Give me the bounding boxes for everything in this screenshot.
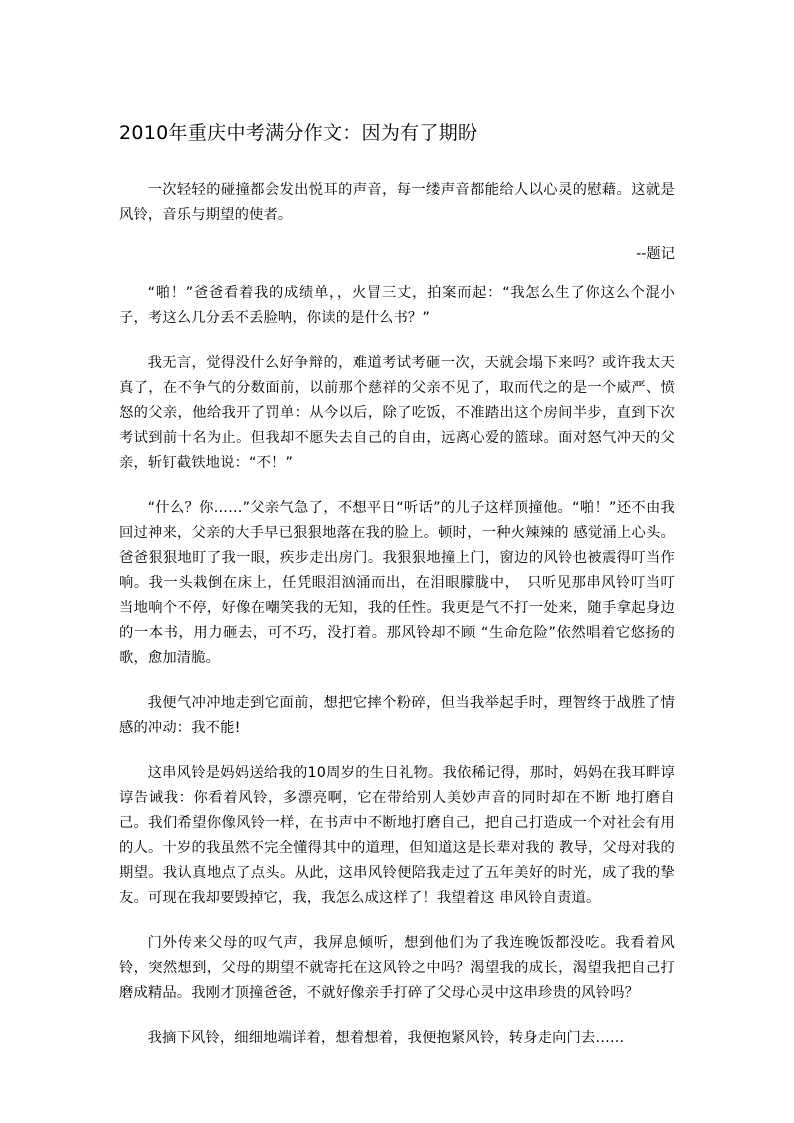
paragraph: 门外传来父母的叹气声，我屏息倾听，想到他们为了我连晚饭都没吃。我看着风铃，突然想到，父母的期望不就寄托在这风铃之中吗？渴望我的成长，渴望我把自己打磨成精品。我刚才顶撞爸爸，不就好像亲手打碎了父母心灵中这串珍贵的风铃吗？ (119, 935, 675, 1001)
paragraph: 我摘下风铃，细细地端详着，想着想着，我便抱紧风铃，转身走向门去…… (147, 1030, 625, 1046)
epigraph: 一次轻轻的碰撞都会发出悦耳的声音，每一缕声音都能给人以心灵的慰藉。这就是风铃，音乐与期望的使者。 (119, 182, 675, 223)
epigraph-signature: --题记 (636, 246, 675, 262)
paragraph: 这串风铃是妈妈送给我的10周岁的生日礼物。我依稀记得，那时，妈妈在我耳畔谆谆告诫我：你看着风铃，多漂亮啊，它在带给别人美妙声音的同时却在不断 地打磨自己。我们希望你像风铃一样，在书声中不断地打磨自己，把自己打造成一个对社会有用的人。十岁的我虽然不完全懂得其中的道理，但知道这是长辈对我的 教导，父母对我的期望。我认真地点了点头。从此，这串风铃便陪我走过了五年美好的时光，成了我的挚友。可现在我却要毁掉它，我，我怎么成这样了！我望着这 串风铃自责道。 (119, 765, 675, 906)
paragraph: “啪！”爸爸看着我的成绩单，，火冒三丈，拍案而起：“我怎么生了你这么个混小子，考这么几分丢不丢脸呐，你读的是什么书？” (119, 285, 675, 326)
paragraph: 我便气冲冲地走到它面前，想把它摔个粉碎，但当我举起手时，理智终于战胜了情感的冲动：我不能! (119, 695, 675, 736)
essay-body (119, 118, 675, 1071)
essay-title: 2010年重庆中考满分作文：因为有了期盼 (119, 122, 478, 144)
paragraph: 我无言，觉得没什么好争辩的，难道考试考砸一次，天就会塌下来吗？或许我太天真了，在不争气的分数面前，以前那个慈祥的父亲不见了，取而代之的是一个威严、愤怒的父亲，他给我开了罚单：从今以后，除了吃饭，不准踏出这个房间半步，直到下次考试到前十名为止。但我却不愿失去自己的自由，远离心爱的篮球。面对怒气冲天的父亲，斩钉截铁地说：“不！” (119, 355, 675, 471)
paragraph: “什么？你……”父亲气急了，不想平日“听话”的儿子这样顶撞他。“啪！”还不由我回过神来，父亲的大手早已狠狠地落在我的脸上。顿时，一种火辣辣的 感觉涌上心头。爸爸狠狠地盯了我一眼，疾步走出房门。我狠狠地撞上门，窗边的风铃也被震得叮当作响。我一头栽倒在床上，任凭眼泪汹涌而出，在泪眼朦胧中， 只听见那串风铃叮当叮当地响个不停，好像在嘲笑我的无知，我的任性。我更是气不打一处来，随手拿起身边的一本书，用力砸去，可不巧，没打着。那风铃却不顾 “生命危险”依然唱着它悠扬的歌，愈加清脆。 (119, 500, 675, 666)
